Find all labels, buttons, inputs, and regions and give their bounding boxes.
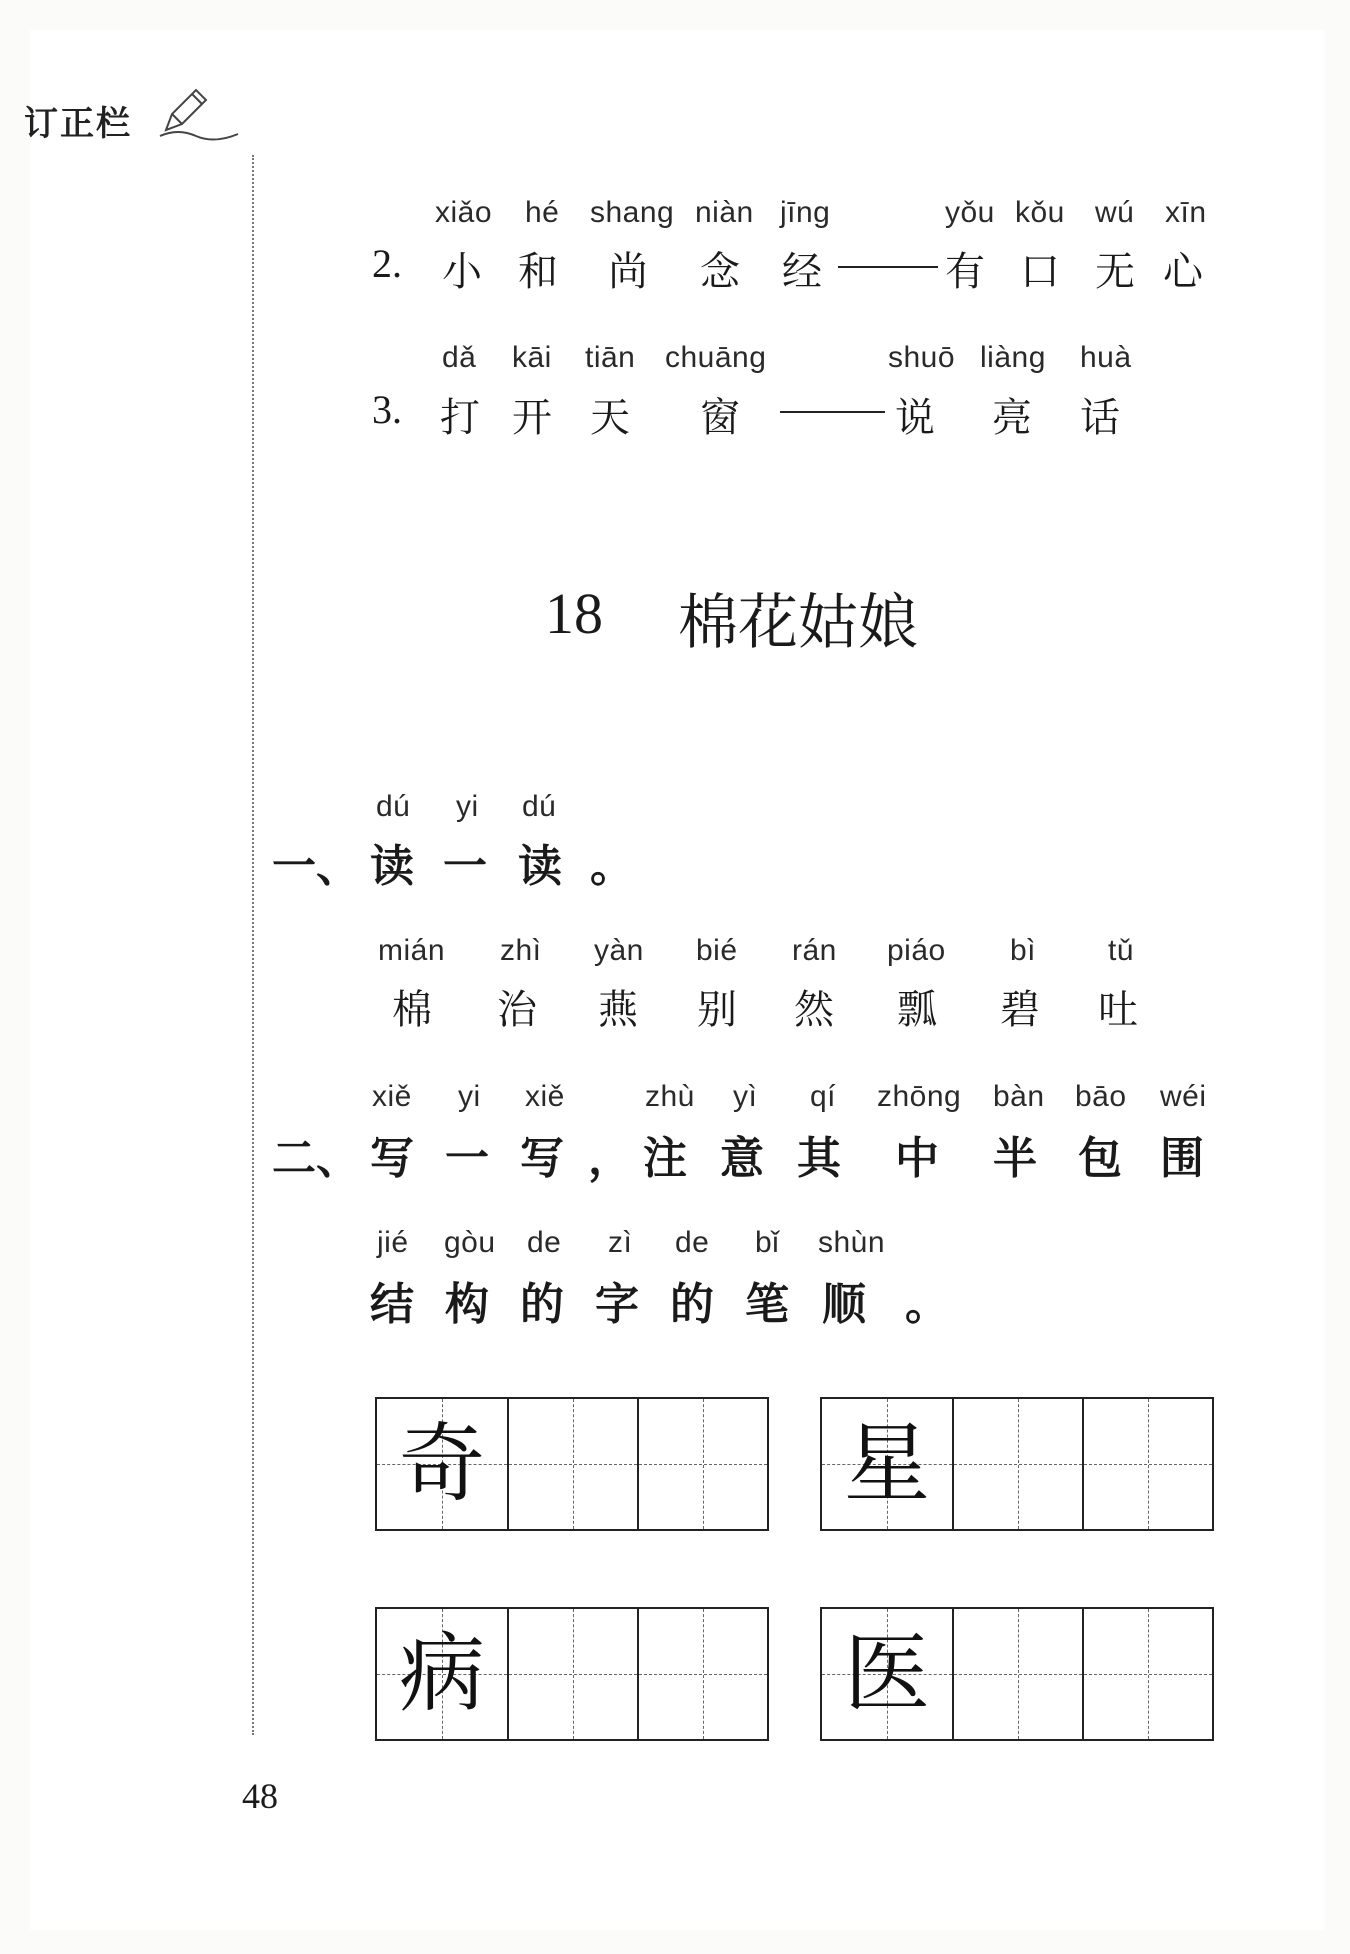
model-char: 医 [844, 1624, 930, 1724]
hanzi: 燕 [598, 987, 638, 1033]
hanzi: 说 [895, 395, 935, 441]
pinyin: huà [1080, 341, 1132, 374]
pinyin: xīn [1165, 196, 1207, 229]
pinyin: yàn [594, 934, 644, 967]
hanzi: 读 [518, 841, 562, 892]
pinyin: zhì [500, 934, 542, 967]
pinyin: jīng [780, 196, 831, 229]
hanzi: 。 [590, 841, 634, 892]
pinyin: yì [733, 1080, 758, 1113]
hanzi: 小 [442, 249, 482, 295]
pinyin: wú [1095, 196, 1135, 229]
grid-cell[interactable] [637, 1609, 767, 1739]
hanzi: 读 [370, 841, 414, 892]
hanzi: 然 [794, 987, 834, 1033]
hanzi: 话 [1080, 395, 1120, 441]
hanzi: 念 [700, 249, 740, 295]
hanzi: 别 [697, 987, 737, 1033]
hanzi: 窗 [700, 395, 740, 441]
grid-cell[interactable] [952, 1399, 1082, 1529]
hanzi: 半 [993, 1133, 1037, 1184]
practice-grid [820, 1607, 1214, 1741]
pinyin: mián [378, 934, 446, 967]
hanzi: 一 [443, 841, 487, 892]
hanzi: 包 [1078, 1133, 1122, 1184]
hanzi: 意 [720, 1133, 764, 1184]
hanzi: 心 [1163, 249, 1203, 295]
hanzi: 写 [370, 1133, 414, 1184]
hanzi: 笔 [745, 1279, 789, 1330]
hanzi: 碧 [1000, 987, 1040, 1033]
grid-cell [377, 1399, 507, 1529]
grid-cell[interactable] [637, 1399, 767, 1529]
pinyin: xiǎo [435, 196, 493, 229]
grid-cell [822, 1609, 952, 1739]
dash [780, 411, 885, 413]
hanzi: 开 [512, 395, 552, 441]
hanzi: 构 [445, 1279, 489, 1330]
hanzi: 中 [895, 1133, 939, 1184]
hanzi: ， [588, 1133, 632, 1184]
hanzi: 字 [595, 1279, 639, 1330]
dash [838, 266, 938, 268]
hanzi: 和 [518, 249, 558, 295]
page-number: 48 [242, 1776, 278, 1816]
pinyin: xiě [372, 1080, 412, 1113]
grid-cell[interactable] [952, 1609, 1082, 1739]
pinyin: de [675, 1226, 710, 1259]
pinyin: bàn [993, 1080, 1045, 1113]
pinyin: wéi [1160, 1080, 1207, 1113]
hanzi: 有 [945, 249, 985, 295]
grid-cell[interactable] [507, 1399, 637, 1529]
grid-cell[interactable] [507, 1609, 637, 1739]
pinyin: bǐ [755, 1226, 780, 1259]
pinyin: bié [696, 934, 738, 967]
practice-grid [820, 1397, 1214, 1531]
grid-cell[interactable] [1082, 1609, 1212, 1739]
practice-grid [375, 1397, 769, 1531]
hanzi: 。 [905, 1279, 949, 1330]
section-marker: 一、 [272, 841, 360, 892]
hanzi: 口 [1020, 249, 1060, 295]
pinyin: jié [377, 1226, 409, 1259]
pinyin: bì [1010, 934, 1037, 967]
model-char: 奇 [399, 1414, 485, 1514]
pinyin: tǔ [1108, 934, 1135, 967]
hanzi: 顺 [822, 1279, 866, 1330]
hanzi: 一 [445, 1133, 489, 1184]
pinyin: shùn [818, 1226, 886, 1259]
margin-label: 订正栏 [24, 104, 132, 144]
pinyin: gòu [444, 1226, 496, 1259]
hanzi: 结 [370, 1279, 414, 1330]
pinyin: piáo [887, 934, 946, 967]
hanzi: 瓢 [897, 987, 937, 1033]
pinyin: zhù [645, 1080, 695, 1113]
hanzi: 无 [1095, 249, 1135, 295]
pinyin: qí [810, 1080, 837, 1113]
model-char: 星 [844, 1414, 930, 1514]
model-char: 病 [399, 1624, 485, 1724]
hanzi: 注 [643, 1133, 687, 1184]
hanzi: 亮 [992, 395, 1032, 441]
pinyin: rán [792, 934, 837, 967]
pinyin: chuāng [665, 341, 767, 374]
pinyin: shuō [888, 341, 956, 374]
hanzi: 天 [590, 395, 630, 441]
pinyin: yǒu [945, 196, 995, 229]
pinyin: liàng [980, 341, 1046, 374]
hanzi: 的 [520, 1279, 564, 1330]
pinyin: dú [522, 790, 557, 823]
grid-cell [377, 1609, 507, 1739]
hanzi: 写 [520, 1133, 564, 1184]
pinyin: shang [590, 196, 675, 229]
pinyin: tiān [585, 341, 636, 374]
hanzi: 吐 [1098, 987, 1138, 1033]
pinyin: de [527, 1226, 562, 1259]
hanzi: 棉 [392, 987, 432, 1033]
hanzi: 治 [497, 987, 537, 1033]
pinyin: niàn [695, 196, 754, 229]
pinyin: yi [456, 790, 479, 823]
hanzi: 经 [782, 249, 822, 295]
pinyin: dǎ [442, 341, 477, 374]
grid-cell[interactable] [1082, 1399, 1212, 1529]
hanzi: 尚 [608, 249, 648, 295]
pinyin: kǒu [1015, 196, 1065, 229]
practice-grid [375, 1607, 769, 1741]
section-marker: 二、 [272, 1133, 360, 1184]
pinyin: bāo [1075, 1080, 1127, 1113]
pinyin: hé [525, 196, 560, 229]
pinyin: kāi [512, 341, 552, 374]
hanzi: 的 [670, 1279, 714, 1330]
lesson-number: 18 [545, 581, 603, 646]
pencil-icon [158, 84, 248, 144]
item-number: 3. [372, 387, 402, 432]
grid-cell [822, 1399, 952, 1529]
margin-divider [252, 155, 254, 1735]
pinyin: yi [458, 1080, 481, 1113]
pinyin: zì [608, 1226, 633, 1259]
lesson-title: 棉花姑娘 [678, 588, 918, 658]
pinyin: dú [376, 790, 411, 823]
hanzi: 其 [797, 1133, 841, 1184]
item-number: 2. [372, 241, 402, 286]
pinyin: xiě [525, 1080, 565, 1113]
hanzi: 打 [440, 395, 480, 441]
hanzi: 围 [1160, 1133, 1204, 1184]
pinyin: zhōng [877, 1080, 962, 1113]
